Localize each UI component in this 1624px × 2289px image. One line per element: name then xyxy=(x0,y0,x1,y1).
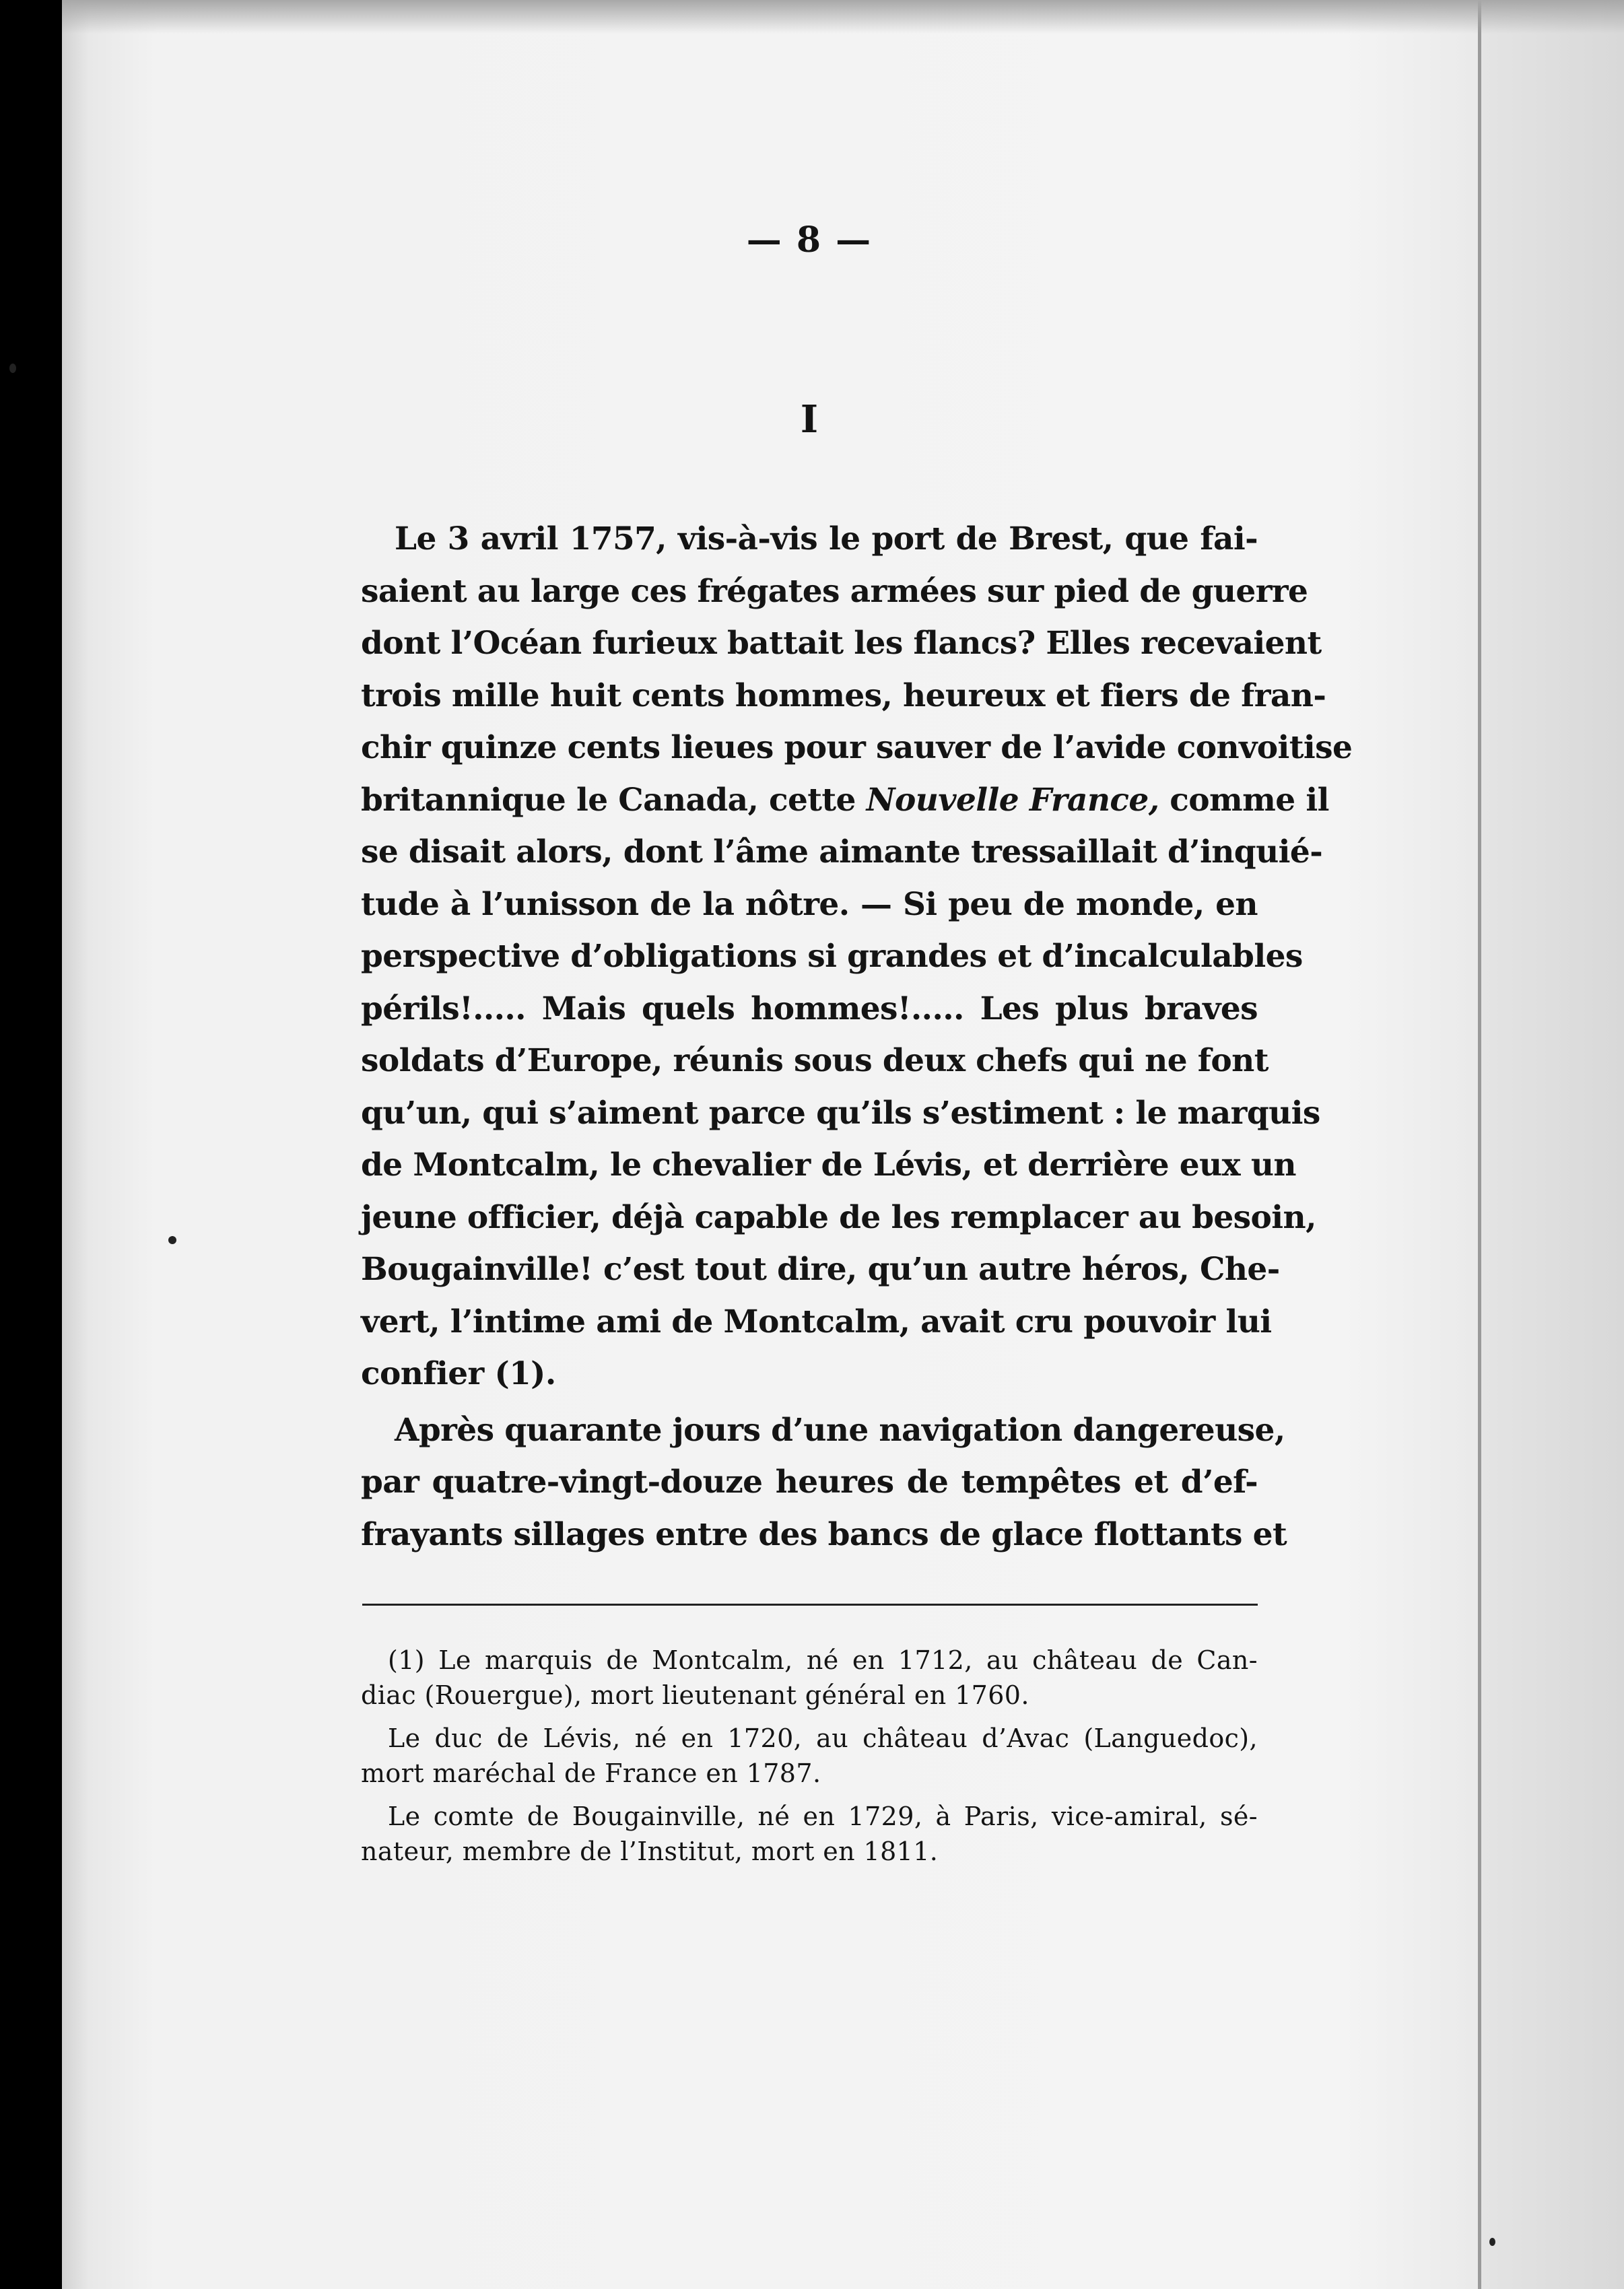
italic-title: Nouvelle France, xyxy=(866,781,1159,819)
text-line: périls!..... Mais quels hommes!..... Les plus braves xyxy=(361,990,1258,1027)
text-line: Bougainville! c’est tout dire, qu’un autre héros, Che- xyxy=(361,1251,1280,1288)
text-line: jeune officier, déjà capable de les remplacer au besoin, xyxy=(361,1198,1316,1236)
text-line: perspective d’obligations si grandes et d’incalculables xyxy=(361,938,1303,975)
text-line: chir quinze cents lieues pour sauver de l’avide convoitise xyxy=(361,729,1353,766)
page-fold-line xyxy=(1478,0,1481,2289)
text-line: vert, l’intime ami de Montcalm, avait cru pouvoir lui xyxy=(361,1303,1272,1340)
text-line: dont l’Océan furieux battait les flancs? Elles recevaient xyxy=(361,625,1322,662)
scan-speck xyxy=(9,364,16,373)
text-line: Après quarante jours d’une navigation dangereuse, xyxy=(395,1411,1285,1449)
text-line: Le 3 avril 1757, vis-à-vis le port de Brest, que fai- xyxy=(395,520,1258,557)
page-number: — 8 — xyxy=(746,219,873,261)
footnote-line: (1) Le marquis de Montcalm, né en 1712, au château de Can- xyxy=(388,1645,1258,1675)
text-line xyxy=(361,774,1329,827)
scan-speck xyxy=(168,1236,176,1244)
text-line: par quatre-vingt-douze heures de tempêtes et d’ef- xyxy=(361,1464,1258,1501)
text-line: saient au large ces frégates armées sur pied de guerre xyxy=(361,572,1308,610)
text-line: confier (1). xyxy=(361,1355,556,1392)
text-segment: comme il xyxy=(1159,781,1329,819)
text-line: qu’un, qui s’aiment parce qu’ils s’estiment : le marquis xyxy=(361,1094,1320,1132)
footnotes xyxy=(361,1643,1258,1869)
facing-page-edge xyxy=(1481,0,1624,2289)
footnote-line: diac (Rouergue), mort lieutenant général en 1760. xyxy=(361,1680,1029,1710)
footnote-divider xyxy=(362,1604,1258,1606)
text-line: frayants sillages entre des bancs de glace flottants et xyxy=(361,1515,1287,1553)
text-line: se disait alors, dont l’âme aimante tressaillait d’inquié- xyxy=(361,833,1323,870)
footnote-line: nateur, membre de l’Institut, mort en 1811. xyxy=(361,1837,939,1866)
text-line: de Montcalm, le chevalier de Lévis, et derrière eux un xyxy=(361,1147,1296,1184)
footnote-line: Le comte de Bougainville, né en 1729, à Paris, vice-amiral, sé- xyxy=(388,1802,1258,1831)
text-segment: britannique le Canada, cette xyxy=(361,781,867,819)
text-line: soldats d’Europe, réunis sous deux chefs qui ne font xyxy=(361,1042,1268,1079)
top-shadow xyxy=(62,0,1624,34)
footnote-line: Le duc de Lévis, né en 1720, au château d’Avac (Languedoc), xyxy=(388,1723,1258,1753)
section-heading: I xyxy=(800,397,819,442)
body-text xyxy=(361,513,1353,1561)
scan-speck xyxy=(1489,2238,1495,2246)
text-line: tude à l’unisson de la nôtre. — Si peu de monde, en xyxy=(361,885,1258,923)
footnote-line: mort maréchal de France en 1787. xyxy=(361,1758,821,1788)
text-line: trois mille huit cents hommes, heureux et fiers de fran- xyxy=(361,677,1326,714)
